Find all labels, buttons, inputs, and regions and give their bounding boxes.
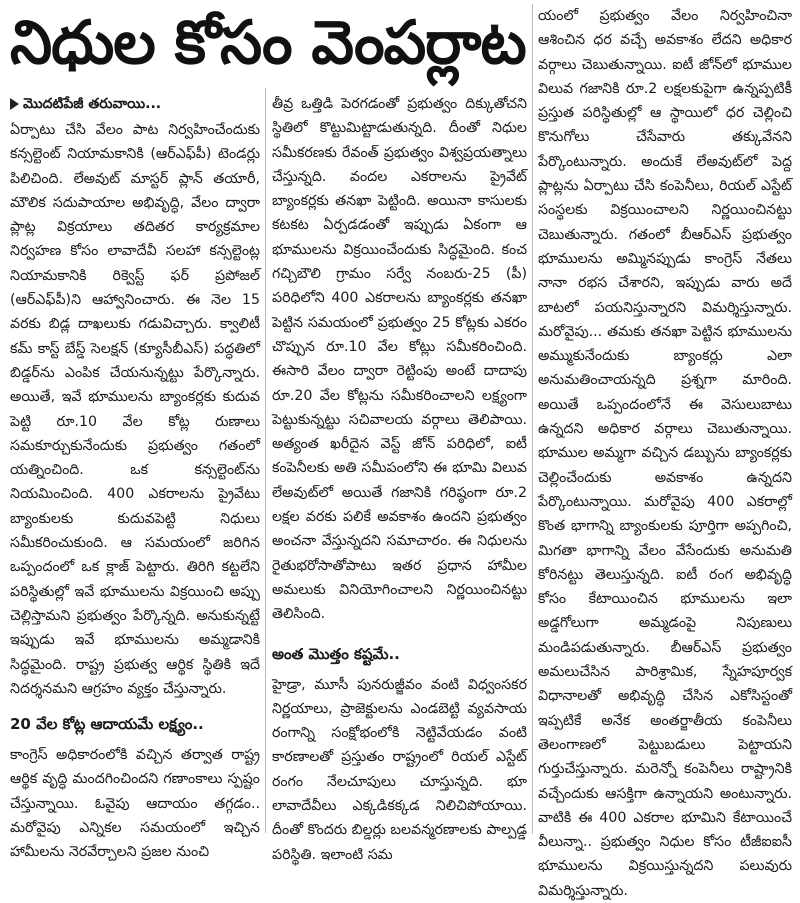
column-3 — [538, 4, 792, 899]
section-subhead: అంత మొత్తం కష్టమే.. — [272, 644, 400, 663]
body-paragraph: తీవ్ర ఒత్తిడి పెరగడంతో ప్రభుత్వం దిక్కుతోచని స్థితిలో కొట్టుమిట్టాడుతున్నది. దీంతో నిధుల సమీకరణకు రేవంత్ ప్రభుత్వం విశ్వప్రయత్నాలు చేస్తున్నది. వందల ఎకరాలను ప్రైవేట్ బ్యాంకర్లకు తనఖా పెట్టింది. అయినా కాసులకు కటకట ఏర్పడడంతో ఇప్పుడు ఏకంగా ఆ భూములను విక్రయించేందుకు సిద్ధమైంది. కంచ గచ్చిబౌలి గ్రామం సర్వే నంబరు-25 (పీ) పరిధిలోని 400 ఎకరాలను బ్యాంకర్లకు తనఖా పెట్టిన సమయంలో ప్రభుత్వం 25 కోట్లకు ఎకరం చొప్పున రూ.10 వేల కోట్లు సమీకరించింది. ఈసారి వేలం ద్వారా రెట్టింపు అంటే దాదాపు రూ.20 వేల కోట్లను సమీకరించాలని లక్ష్యంగా పెట్టుకున్నట్టు సచివాలయ వర్గాలు తెలిపాయి. అత్యంత ఖరీదైన వెస్ట్ జోన్ పరిధిలో, ఐటీ కంపెనీలకు అతి సమీపంలోని ఈ భూమి విలువ లేఅవుట్‌లో అయితే గజానికి గరిష్ఠంగా రూ.2 లక్షల వరకు పలికే అవకాశం ఉందని ప్రభుత్వం అంచనా వేస్తున్నదని సమాచారం. ఈ నిధులను రైతుభరోసాతోపాటు ఇతర ప్రధాన హామీల అమలుకు వినియోగించాలని నిర్ణయించినట్టు తెలిసింది. — [272, 96, 527, 623]
section-subhead: 20 వేల కోట్ల ఆదాయమే లక్ష్యం.. — [10, 715, 204, 734]
continuation-kicker — [10, 92, 260, 116]
column-1 — [10, 92, 260, 861]
headline: నిధుల కోసం వెంపర్లాట — [10, 8, 526, 78]
body-paragraph: యంలో ప్రభుత్వం వేలం నిర్వహించినా ఆశించిన ధర వచ్చే అవకాశం లేదని అధికార వర్గాలు చెబుతున్నాయి. ఐటీ జోన్‌లో భూముల విలువ గజానికి రూ.2 లక్షలకుపైగా ఉన్నప్పటికీ ప్రస్తుత పరిస్థితుల్లో ఆ స్థాయిలో ధర చెల్లించి కొనుగోలు చేసేవారు తక్కువేనని పేర్కొంటున్నారు. అందుకే లేఅవుట్‌లో పెద్ద ప్లాట్లను ఏర్పాటు చేసి కంపెనీలు, రియల్ ఎస్టేట్ సంస్థలకు విక్రయించాలని నిర్ణయించినట్టు చెబుతున్నారు. గతంలో బీఆర్ఎస్ ప్రభుత్వం భూములను అమ్మినప్పుడు కాంగ్రెస్ నేతలు నానా రభస చేశారని, ఇప్పుడు వారు అదే బాటలో పయనిస్తున్నారని విమర్శిస్తున్నారు. మరోవైపు... తమకు తనఖా పెట్టిన భూములను అమ్ముకునేందుకు బ్యాంకర్లు ఎలా అనుమతించాయన్నది ప్రశ్నగా మారింది. అయితే ఒప్పందంలోనే ఈ వెసులుబాటు ఉన్నదని అధికార వర్గాలు చెబుతున్నాయి. భూముల అమ్మగా వచ్చిన డబ్బును బ్యాంకర్లకు చెల్లించేందుకు అవకాశం ఉన్నదని పేర్కొంటున్నాయి. మరోవైపు 400 ఎకరాల్లో కొంత భాగాన్ని బ్యాంకులకు పూర్తిగా అప్పగించి, మిగతా భాగాన్ని వేలం వేసేందుకు అనుమతి కోరినట్టు తెలుస్తున్నది. ఐటీ రంగ అభివృద్ధి కోసం కేటాయించిన భూములను ఇలా అడ్డగోలుగా అమ్మడంపై నిపుణులు మండిపడుతున్నారు. బీఆర్ఎస్ ప్రభుత్వం అమలుచేసిన పారిశ్రామిక, స్నేహపూర్వక విధానాలతో అభివృద్ధి చేసిన ఎకోసిస్టంతో ఇప్పటికే అనేక అంతర్జాతీయ కంపెనీలు తెలంగాణలో పెట్టుబడులు పెట్టాయని గుర్తుచేస్తున్నారు. మరెన్నో కంపెనీలు రాష్ట్రానికి వచ్చేందుకు ఆసక్తిగా ఉన్నాయని అంటున్నారు. వాటికి ఈ 400 ఎకరాల భూమిని కేటాయించే వీలున్నా.. ప్రభుత్వం నిధుల కోసం టీజీఐఐసీ భూములను విక్రయిస్తున్నదని పలువురు విమర్శిస్తున్నారు. — [538, 8, 792, 899]
body-paragraph: ఏర్పాటు చేసి వేలం పాట నిర్వహించేందుకు కన్సల్టెంట్ నియామకానికి (ఆర్ఎఫ్‌పీ) టెండర్లు పిలిచింది. లేఅవుట్ మాస్టర్ ప్లాన్ తయారీ, మౌలిక సదుపాయాల అభివృద్ధి, వేలం ద్వారా ప్లాట్ల విక్రయాలు తదితర కార్యక్రమాల నిర్వహణ కోసం లావాదేవీ సలహా కన్సల్టెంట్ల నియామకానికి రిక్వెస్ట్ ఫర్ ప్రపోజల్ (ఆర్ఎఫ్‌పీ)ని ఆహ్వానించారు. ఈ నెల 15 వరకు బిడ్ల దాఖలుకు గడువిచ్చారు. క్వాలిటీ కమ్ కాస్ట్ బేస్డ్ సెలక్షన్ (క్యూసీబీఎస్) పద్ధతిలో బిడ్డర్‌ను ఎంపిక చేయనున్నట్టు పేర్కొన్నారు. అయితే, ఇవే భూములను బ్యాంకర్లకు కుదువ పెట్టి రూ.10 వేల కోట్ల రుణాలు సమకూర్చుకునేందుకు ప్రభుత్వం గతంలో యత్నించింది. ఒక కన్సల్టెంట్‌ను నియమించింది. 400 ఎకరాలను ప్రైవేటు బ్యాంకులకు కుదువపెట్టి నిధులు సమీకరించుకుంది. ఆ సమయంలో జరిగిన ఒప్పందంలో ఒక క్లాజ్ పెట్టారు. తిరిగి కట్టలేని పరిస్థితుల్లో ఇవే భూములను విక్రయించి అప్పు చెల్లిస్తామని ప్రభుత్వం పేర్కొన్నది. అనుకున్నట్టే ఇప్పుడు ఇవే భూములను అమ్మడానికి సిద్ధమైంది. రాష్ట్ర ప్రభుత్వ ఆర్థిక స్థితికి ఇదే నిదర్శనమని ఆగ్రహం వ్యక్తం చేస్తున్నారు. — [10, 122, 260, 697]
column-divider — [532, 4, 533, 834]
kicker-text: మొదటిపేజీ తరువాయి... — [23, 96, 162, 112]
body-paragraph: కాంగ్రెస్ అధికారంలోకి వచ్చిన తర్వాత రాష్ట్ర ఆర్థిక వృద్ధి మందగించిందని గణాంకాలు స్పష్టం చేస్తున్నాయి. ఓవైపు ఆదాయం తగ్గడం.. మరోవైపు ఎన్నికల సమయంలో ఇచ్చిన హామీలను నెరవేర్చాలని ప్రజల నుంచి — [10, 747, 260, 861]
body-paragraph: హైడ్రా, మూసీ పునరుజ్జీవం వంటి విధ్వంసకర నిర్ణయాలు, ప్రాజెక్టులను ఎండబెట్టి వ్యవసాయ రంగాన్ని సంక్షోభంలోకి నెట్టివేయడం వంటి కారణాలతో ప్రస్తుతం రాష్ట్రంలో రియల్ ఎస్టేట్ రంగం నేలచూపులు చూస్తున్నది. భూ లావాదేవీలు ఎక్కడికక్కడ నిలిచిపోయాయి. దీంతో కొందరు బిల్డర్లు బలవన్మరణాలకు పాల్పడ్డ పరిస్థితి. ఇలాంటి సమ — [272, 676, 527, 863]
column-divider — [265, 88, 266, 833]
column-2 — [272, 92, 527, 863]
triangle-bullet-icon — [10, 98, 19, 110]
